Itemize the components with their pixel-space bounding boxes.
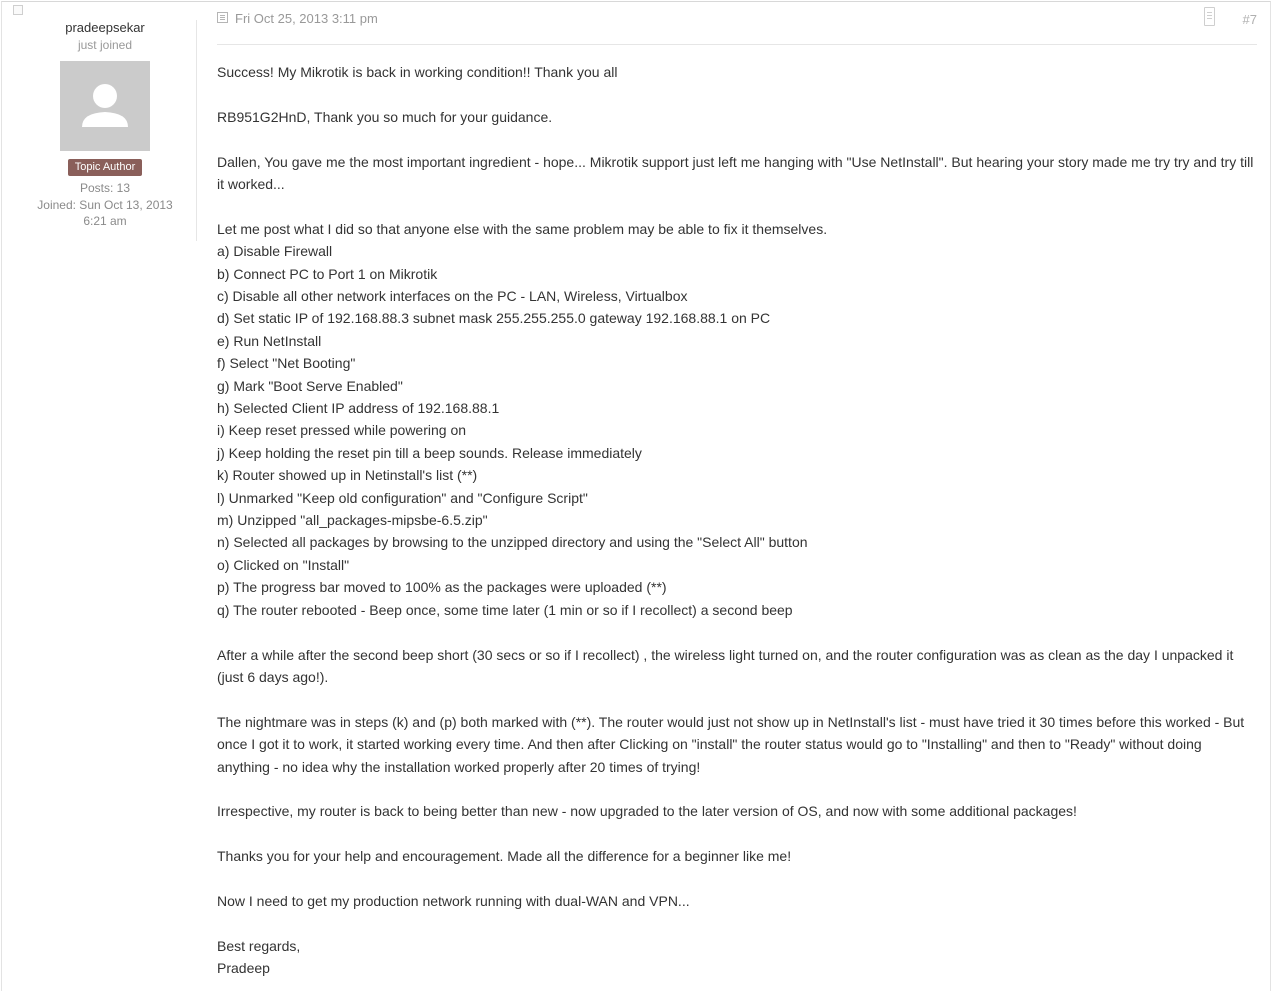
post-paragraph: RB951G2HnD, Thank you so much for your guidance.	[217, 108, 553, 125]
author-rank: just joined	[77, 38, 133, 52]
signoff-name: Pradeep	[217, 960, 270, 977]
list-item: g) Mark "Boot Serve Enabled"	[217, 377, 403, 394]
list-item: o) Clicked on "Install"	[217, 556, 350, 573]
list-item: h) Selected Client IP address of 192.168.88.1	[217, 400, 500, 417]
post-body	[217, 61, 1257, 980]
author-post-count: Posts: 13	[79, 181, 131, 195]
list-item: e) Run NetInstall	[217, 332, 322, 349]
post-paragraph: Thanks you for your help and encouragement. Made all the difference for a beginner like me!	[217, 848, 792, 865]
list-item: c) Disable all other network interfaces on the PC - LAN, Wireless, Virtualbox	[217, 288, 688, 305]
topic-author-badge: Topic Author	[68, 159, 143, 176]
list-item: i) Keep reset pressed while powering on	[217, 422, 467, 439]
post-date: Fri Oct 25, 2013 3:11 pm	[235, 11, 378, 26]
list-item: l) Unmarked "Keep old configuration" and "Configure Script"	[217, 489, 588, 506]
author-joined-date: Joined: Sun Oct 13, 2013 6:21 am	[37, 198, 173, 228]
post-number-link[interactable]: #7	[1242, 12, 1257, 27]
quote-icon[interactable]	[1204, 7, 1215, 26]
post-paragraph: Now I need to get my production network running with dual-WAN and VPN...	[217, 892, 690, 909]
list-item: m) Unzipped "all_packages-mipsbe-6.5.zip"	[217, 512, 488, 529]
post-paragraph: After a while after the second beep short (30 secs or so if I recollect) , the wireless light turned on, and the router configuration was as clean as the day I unpacked it (just 6 days ago!).	[217, 646, 1234, 685]
user-avatar-icon	[60, 61, 150, 151]
post-paragraph: Dallen, You gave me the most important ingredient - hope... Mikrotik support just left me hanging with "Use NetInstall". But hearing your story made me try try and try till it worked...	[217, 153, 1254, 192]
list-item: d) Set static IP of 192.168.88.3 subnet mask 255.255.255.0 gateway 192.168.88.1 on PC	[217, 310, 771, 327]
signoff-line: Best regards,	[217, 937, 301, 954]
post-paragraph: Success! My Mikrotik is back in working condition!! Thank you all	[217, 64, 618, 80]
author-username[interactable]: pradeepsekar	[65, 20, 145, 35]
list-item: k) Router showed up in Netinstall's list (**)	[217, 467, 478, 484]
post-paragraph: Irrespective, my router is back to being better than new - now upgraded to the later version of OS, and now with some additional packages!	[217, 803, 1077, 820]
author-panel	[14, 20, 197, 241]
post-header	[217, 0, 1257, 45]
list-item: p) The progress bar moved to 100% as the packages were uploaded (**)	[217, 579, 667, 596]
steps-list	[217, 240, 1257, 621]
list-item: a) Disable Firewall	[217, 243, 333, 260]
post-paragraph: The nightmare was in steps (k) and (p) both marked with (**). The router would just not show up in NetInstall's list - must have tried it 30 times before this worked - But once I got it to work, it started working every time. And then after Clicking on "install" the router status would go to "Installing" and then to "Ready" without doing anything - no idea why the installation worked properly after 20 times of trying!	[217, 713, 1245, 775]
list-item: f) Select "Net Booting"	[217, 355, 356, 372]
list-item: q) The router rebooted - Beep once, some time later (1 min or so if I recollect) a second beep	[217, 601, 793, 618]
post	[217, 0, 1257, 980]
calendar-icon	[217, 12, 228, 23]
list-item: j) Keep holding the reset pin till a beep sounds. Release immediately	[217, 444, 642, 461]
post-paragraph: Let me post what I did so that anyone else with the same problem may be able to fix it themselves.	[217, 220, 828, 237]
select-checkbox-icon[interactable]	[13, 5, 23, 15]
list-item: n) Selected all packages by browsing to the unzipped directory and using the "Select All" button	[217, 534, 808, 551]
avatar[interactable]	[60, 61, 150, 151]
list-item: b) Connect PC to Port 1 on Mikrotik	[217, 265, 438, 282]
